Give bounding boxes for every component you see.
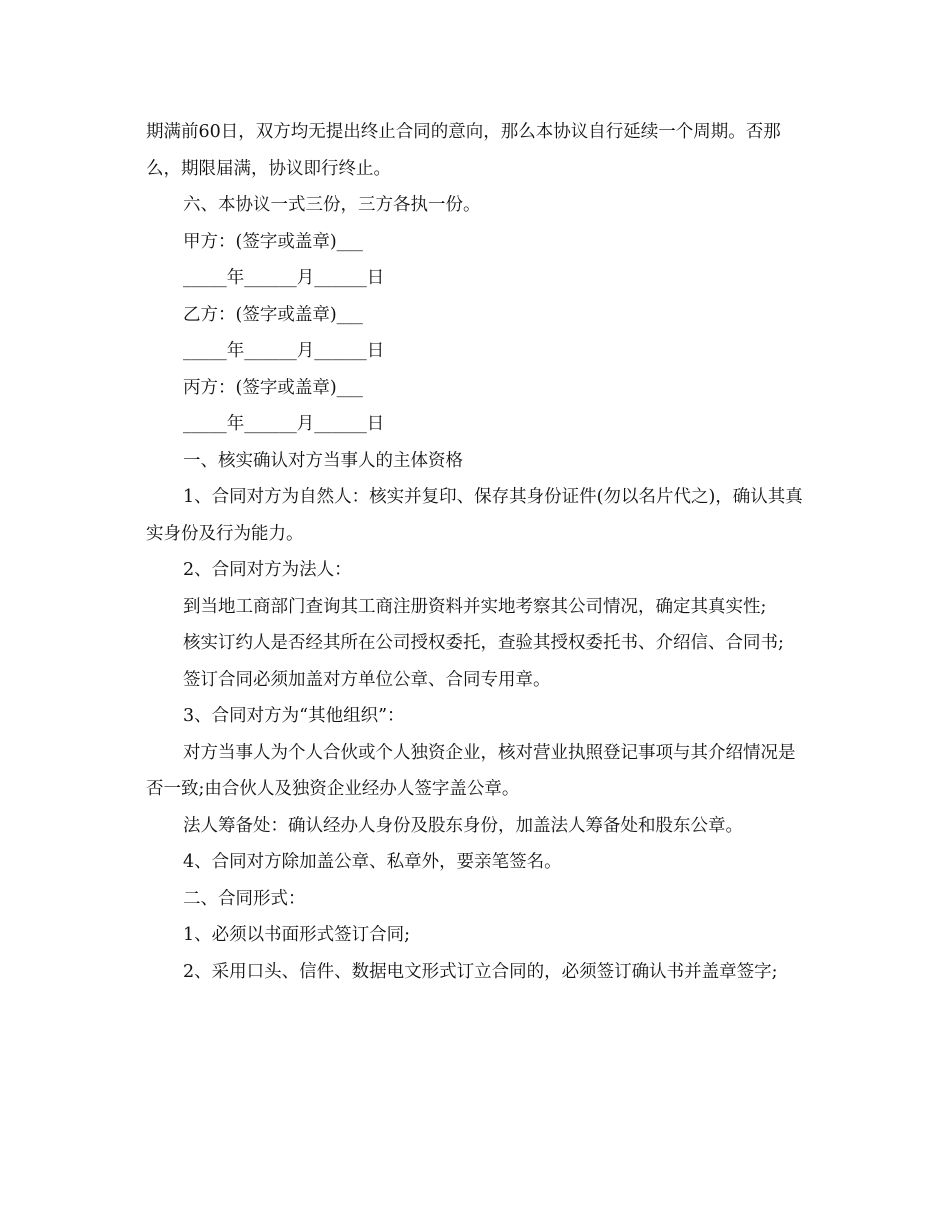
paragraph: 核实订约人是否经其所在公司授权委托，查验其授权委托书、介绍信、合同书; — [183, 633, 784, 653]
date-line: _____年______月______日 — [183, 268, 385, 288]
signature-line-party-c: 丙方：(签字或盖章)___ — [183, 377, 363, 398]
signature-line-party-b: 乙方：(签字或盖章)___ — [183, 304, 363, 325]
paragraph: 1、必须以书面形式签订合同; — [183, 925, 411, 945]
document-body — [146, 114, 811, 990]
paragraph: 2、采用口头、信件、数据电文形式订立合同的，必须签订确认书并盖章签字; — [183, 961, 778, 982]
date-line: _____年______月______日 — [183, 414, 385, 434]
paragraph: 对方当事人为个人合伙或个人独资企业，核对营业执照登记事项与其介绍情况是否一致;由合伙人及独资企业经办人签字盖公章。 — [146, 742, 796, 799]
paragraph: 六、本协议一式三份，三方各执一份。 — [183, 195, 481, 215]
paragraph: 法人筹备处：确认经办人身份及股东身份，加盖法人筹备处和股东公章。 — [183, 815, 743, 836]
date-line: _____年______月______日 — [183, 341, 385, 361]
section-heading: 一、核实确认对方当事人的主体资格 — [183, 450, 463, 471]
paragraph: 2、合同对方为法人： — [183, 560, 352, 580]
paragraph: 1、合同对方为自然人：核实并复印、保存其身份证件(勿以名片代之)，确认其真实身份及行为能力。 — [146, 487, 803, 544]
paragraph: 3、合同对方为“其他组织”： — [183, 706, 405, 726]
section-heading: 二、合同形式： — [183, 888, 306, 909]
paragraph: 期满前60日，双方均无提出终止合同的意向，那么本协议自行延续一个周期。否那么，期限届满，协议即行终止。 — [146, 122, 781, 179]
paragraph: 4、合同对方除加盖公章、私章外，要亲笔签名。 — [183, 852, 562, 872]
paragraph: 到当地工商部门查询其工商注册资料并实地考察其公司情况，确定其真实性; — [183, 596, 767, 617]
paragraph: 签订合同必须加盖对方单位公章、合同专用章。 — [183, 669, 551, 690]
signature-line-party-a: 甲方：(签字或盖章)___ — [183, 231, 363, 252]
